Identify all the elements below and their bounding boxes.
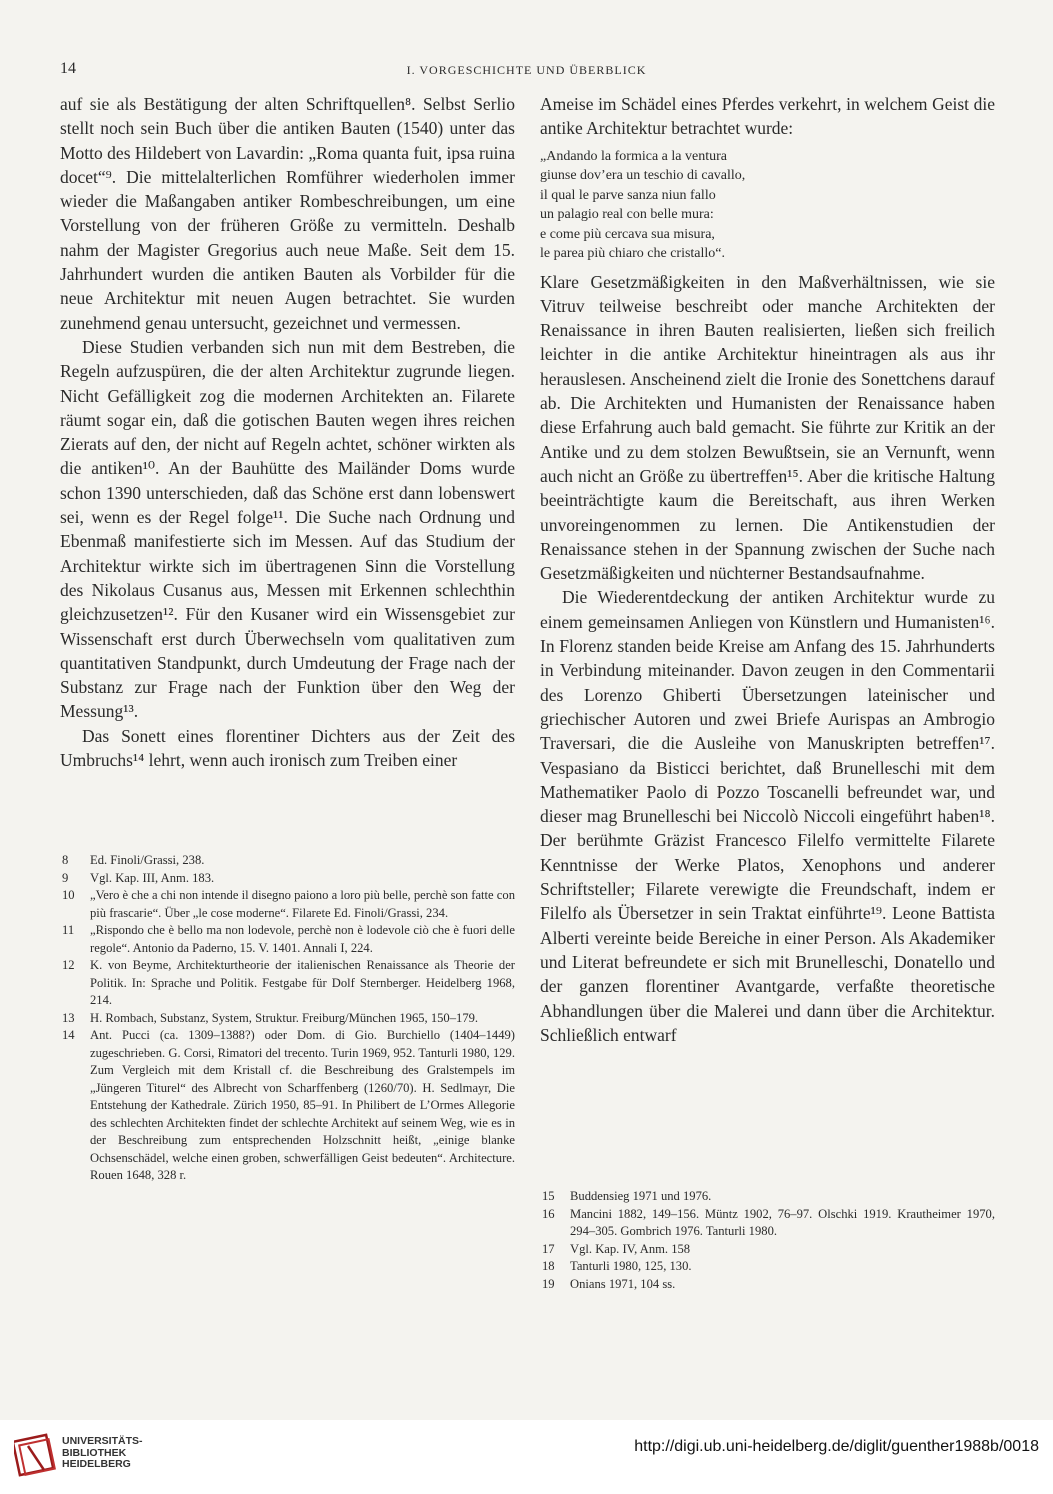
footnote-text: H. Rombach, Substanz, System, Struktur. Freiburg/München 1965, 150–179. xyxy=(90,1010,479,1025)
footnote xyxy=(540,1188,995,1206)
running-title: I. VORGESCHICHTE UND ÜBERBLICK xyxy=(406,63,647,77)
footnote-number: 15 xyxy=(542,1189,555,1203)
library-name-line: BIBLIOTHEK xyxy=(62,1446,127,1459)
footnote-text: Ant. Pucci (ca. 1309–1388?) oder Dom. di Gio. Burchiello (1404–1449) zugeschrieben. G. Corsi, Rimatori del trecento. Turin 1969, 952. Tanturli 1980, 129. Zum Vergleich mit dem Kristall cf. die Beschreibung des Gralstempels im „Jüngeren Titurel“ des Albrecht von Scharffenberg (1260/70). H. Sedlmayr, Die Entstehung der Kathedrale. Zürich 1950, 85–91. In Philibert de L’Ormes Allegorie des schlechten Architekten findet der schlechte Architekt auf seinem Weg, wie es in der Beschreibung zum entsprechenden Holzschnitt heißt, „einige blanke Ochsenschädel, welche einen groben, schwerfälligen Geist bedeuten“. Architecture. Rouen 1648, 328 r. xyxy=(90,1028,515,1182)
sonnet-quote xyxy=(540,147,995,264)
poem-line: il qual le parve sanza niun fallo xyxy=(540,187,716,203)
footnote-text: Mancini 1882, 149–156. Müntz 1902, 76–97. Olschki 1919. Krautheimer 1970, 294–305. Gombrich 1976. Tanturli 1980. xyxy=(570,1206,995,1238)
page-number: 14 xyxy=(60,60,76,77)
footnote-text: Vgl. Kap. III, Anm. 183. xyxy=(90,870,215,885)
footnote-text: „Rispondo che è bello ma non lodevole, perchè non è lodevole ciò che è fuori delle regole“. Antonio da Paderno, 15. V. 1401. Annali I, 224. xyxy=(90,923,515,955)
poem-line: e come più cercava sua misura, xyxy=(540,226,715,242)
footnote xyxy=(60,870,515,888)
footnote-number: 19 xyxy=(542,1276,555,1291)
library-name xyxy=(62,1436,143,1471)
footnote-number: 13 xyxy=(62,1010,75,1025)
paragraph: Diese Studien verbanden sich nun mit dem Bestreben, die Regeln aufzuspüren, die der alten Architektur zugrunde liegen. Nicht Gefälligkeit zog die modernen Architekten an. Filarete räumt sogar ein, daß die gotischen Bauten wegen ihres reichen Zierats auf den, der nicht auf Regeln achtet, schöner wirkten als die antiken¹⁰. An der Bauhütte des Mailänder Doms wurde schon 1390 unterschieden, daß das Schöne erst dann lobenswert sei, wenn es der Regel folge¹¹. Die Suche nach Ordnung und Ebenmaß manifestierte sich im Messen. Auf das Studium der Architektur wirkte sich im übertragenen Sinn die Vorstellung des Nikolaus Cusanus aus, Messen mit Erkennen schlechthin gleichzusetzen¹². Für den Kusaner wird ein Wissensgebiet zur Wissenschaft erst durch Überwechseln vom qualitativen zum quantitativen Standpunkt, durch Umdeutung der Frage nach der Substanz zur Frage nach der Funktion über den Weg der Messung¹³. xyxy=(60,336,515,722)
footnote xyxy=(60,922,515,957)
footnote-number: 11 xyxy=(62,923,75,937)
footnote-text: Tanturli 1980, 125, 130. xyxy=(570,1259,692,1273)
footnote xyxy=(540,1206,995,1241)
left-column xyxy=(60,92,515,772)
footnote xyxy=(540,1276,995,1294)
university-library-logo-icon xyxy=(14,1432,58,1480)
footnote-text: „Vero è che a chi non intende il disegno paiono a loro più belle, perchè son fatte con più frascarie“. Über „le cose moderne“. Filarete Ed. Finoli/Grassi, 234. xyxy=(90,888,515,920)
footnote-text: Buddensieg 1971 und 1976. xyxy=(570,1189,712,1203)
paragraph: Ameise im Schädel eines Pferdes verkehrt, in welchem Geist die antike Architektur betrachtet wurde: xyxy=(540,94,995,139)
footnote-number: 17 xyxy=(542,1241,555,1256)
footnotes-left xyxy=(60,852,515,1185)
footnote-number: 18 xyxy=(542,1259,555,1273)
footnote xyxy=(60,1027,515,1185)
paragraph: Das Sonett eines florentiner Dichters aus der Zeit des Umbruchs¹⁴ lehrt, wenn auch ironisch zum Treiben einer xyxy=(60,725,515,771)
footnote xyxy=(540,1241,995,1259)
footnote-number: 16 xyxy=(542,1206,555,1221)
footnotes-right xyxy=(540,1188,995,1293)
library-name-line: HEIDELBERG xyxy=(62,1458,131,1470)
footnote-number: 8 xyxy=(62,853,69,867)
footnote-number: 12 xyxy=(62,958,75,972)
footnote-number: 10 xyxy=(62,888,75,902)
footnote-text: Onians 1971, 104 ss. xyxy=(570,1276,676,1291)
footnote-number: 9 xyxy=(62,870,69,885)
paragraph: Klare Gesetzmäßigkeiten in den Maßverhältnissen, wie sie Vitruv teilweise beschreibt oder manche Architekten der Renaissance in ihren Bauten realisierten, ließen sich freilich leichter in die antike Architektur hineintragen als aus ihr herauslesen. Anscheinend zielt die Ironie des Sonettchens darauf ab. Die Architekten und Humanisten der Renaissance haben diese Erfahrung auch bald gemacht. Sie führte zur Kritik an der Antike und zu dem stolzen Bewußtsein, sie an Vernunft, wenn auch nicht an Größe zu übertreffen¹⁵. Aber die kritische Haltung beeinträchtigte kaum die Bereitschaft, aus ihren Werken unvoreingenommen zu lernen. Die Antikenstudien der Renaissance stehen in der Spannung zwischen der Suche nach Gesetzmäßigkeiten und nüchterner Bestandsaufnahme. xyxy=(540,271,995,584)
poem-line: un palagio real con belle mura: xyxy=(540,207,714,223)
footnote-text: Vgl. Kap. IV, Anm. 158 xyxy=(570,1241,691,1256)
paragraph: Die Wiederentdeckung der antiken Architektur wurde zu einem gemeinsamen Anliegen von Künstlern und Humanisten¹⁶. In Florenz standen beide Kreise am Anfang des 15. Jahrhunderts in Verbindung miteinander. Davon zeugen in den Commentarii des Lorenzo Ghiberti Übersetzungen lateinischer und griechischer Autoren und zwei Briefe Aurispas an Ambrogio Traversari, die die Ausleihe von Manuskripten betreffen¹⁷. Vespasiano da Bisticci berichtet, daß Brunelleschi mit dem Mathematiker Paolo di Pozzo Toscanelli befreundet war, und dieser mag Brunelleschi bei Niccolò Niccoli eingeführt haben¹⁸. Der berühmte Gräzist Francesco Filelfo vermittelte Filarete Kenntnisse der Werke Platos, Xenophons und anderer Schriftsteller; Filarete verewigte die Freundschaft, indem er Filelfo als Übersetzer in sein Traktat einführte¹⁹. Leone Battista Alberti vereinte beide Bereiche in einer Person. Als Akademiker und Literat befreundete er sich mit Brunelleschi, Donatello und der ganzen florentiner Avantgarde, verfaßte theoretische Abhandlungen über die Malerei und dann über die Architektur. Schließlich entwarf xyxy=(540,587,995,1045)
paragraph: auf sie als Bestätigung der alten Schriftquellen⁸. Selbst Serlio stellt noch sein Buch über die antiken Bauten (1540) unter das Motto des Hildebert von Lavardin: „Roma quanta fuit, ipsa ruina docet“⁹. Die mittelalterlichen Romführer wiederholen immer wieder die Maßangaben antiker Rombeschreibungen, um eine Vorstellung von der früheren Größe zu vermitteln. Deshalb nahm der Magister Gregorius auch neue Maße. Seit dem 15. Jahrhundert wurden die antiken Bauten als Vorbilder für die neue Architektur mit neuen Augen betrachtet. Sie wurden zunehmend genau untersucht, gezeichnet und vermessen. xyxy=(60,94,515,333)
footnote-text: K. von Beyme, Architekturtheorie der italienischen Renaissance als Theorie der Politik. In: Sprache und Politik. Festgabe für Dolf Sternberger. Heidelberg 1968, 214. xyxy=(90,958,515,1007)
poem-line: giunse dov’era un teschio di cavallo, xyxy=(540,168,746,184)
footnote xyxy=(60,887,515,922)
footnote-number: 14 xyxy=(62,1028,75,1042)
source-url-link[interactable]: http://digi.ub.uni-heidelberg.de/diglit/guenther1988b/0018 xyxy=(634,1438,1039,1455)
library-name-line: UNIVERSITÄTS- xyxy=(62,1435,143,1447)
footnote xyxy=(60,1010,515,1028)
right-column xyxy=(540,92,995,1047)
poem-line: „Andando la formica a la ventura xyxy=(540,148,727,164)
footnote xyxy=(60,957,515,1010)
footnote xyxy=(60,852,515,870)
footnote-text: Ed. Finoli/Grassi, 238. xyxy=(90,853,205,867)
footer-bar xyxy=(0,1420,1053,1494)
poem-line: le parea più chiaro che cristallo“. xyxy=(540,246,726,262)
footnote xyxy=(540,1258,995,1276)
